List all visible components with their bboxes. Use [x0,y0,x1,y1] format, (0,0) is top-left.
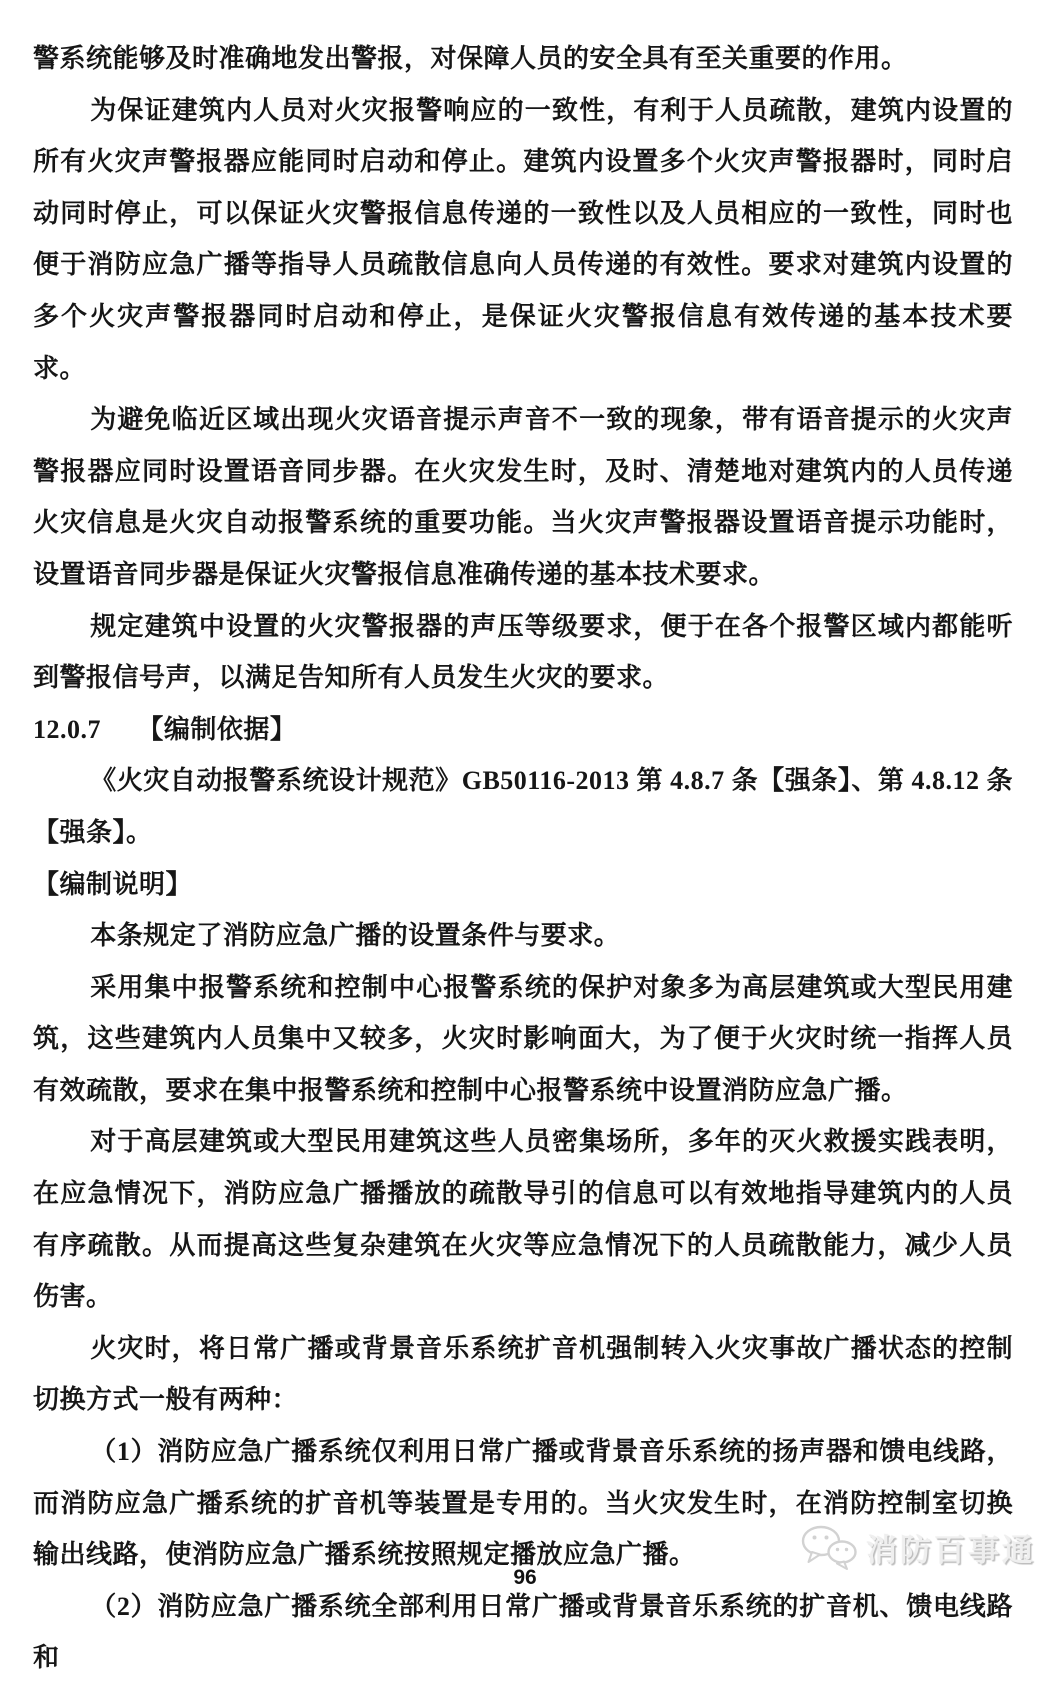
paragraph: 火灾时，将日常广播或背景音乐系统扩音机强制转入火灾事故广播状态的控制切换方式一般有两种： [33,1333,1013,1415]
paragraph: 规定建筑中设置的火灾警报器的声压等级要求，便于在各个报警区域内都能听到警报信号声，以满足告知所有人员发生火灾的要求。 [33,611,1013,693]
section-heading [33,704,1013,756]
paragraph: 为避免临近区域出现火灾语音提示声音不一致的现象，带有语音提示的火灾声警报器应同时设置语音同步器。在火灾发生时，及时、清楚地对建筑内的人员传递火灾信息是火灾自动报警系统的重要功能。当火灾声警报器设置语音提示功能时，设置语音同步器是保证火灾警报信息准确传递的基本技术要求。 [33,405,1013,589]
section-number: 12.0.7 [33,714,101,744]
paragraph-continuation: 警系统能够及时准确地发出警报，对保障人员的安全具有至关重要的作用。 [33,44,908,73]
watermark-text: 消防百事通 [866,1532,1036,1568]
page-number: 96 [513,1566,537,1589]
paragraph-reference: 《火灾自动报警系统设计规范》GB50116-2013 第 4.8.7 条【强条】、第 4.8.12 条【强条】。 [33,766,1013,847]
watermark [800,1524,1036,1570]
paragraph-list-item-2: （2）消防应急广播系统全部利用日常广播或背景音乐系统的扩音机、馈电线路和 [33,1591,1013,1673]
wechat-icon [800,1524,858,1570]
paragraph: 对于高层建筑或大型民用建筑这些人员密集场所，多年的灭火救援实践表明，在应急情况下，消防应急广播播放的疏散导引的信息可以有效地指导建筑内的人员有序疏散。从而提高这些复杂建筑在火灾等应急情况下的人员疏散能力，减少人员伤害。 [33,1127,1013,1312]
subsection-heading: 【编制说明】 [33,869,193,899]
section-heading-title: 【编制依据】 [137,714,297,744]
paragraph: 本条规定了消防应急广播的设置条件与要求。 [90,921,621,951]
document-body [33,33,1013,1684]
paragraph: 为保证建筑内人员对火灾报警响应的一致性，有利于人员疏散，建筑内设置的所有火灾声警报器应能同时启动和停止。建筑内设置多个火灾声警报器时，同时启动同时停止，可以保证火灾警报信息传递的一致性以及人员相应的一致性，同时也便于消防应急广播等指导人员疏散信息向人员传递的有效性。要求对建筑内设置的多个火灾声警报器同时启动和停止，是保证火灾警报信息有效传递的基本技术要求。 [33,95,1013,383]
paragraph-list-item-1: （1）消防应急广播系统仅利用日常广播或背景音乐系统的扬声器和馈电线路，而消防应急广播系统的扩音机等装置是专用的。当火灾发生时，在消防控制室切换输出线路，使消防应急广播系统按照规定播放应急广播。 [33,1437,1013,1570]
paragraph: 采用集中报警系统和控制中心报警系统的保护对象多为高层建筑或大型民用建筑，这些建筑内人员集中又较多，火灾时影响面大，为了便于火灾时统一指挥人员有效疏散，要求在集中报警系统和控制中心报警系统中设置消防应急广播。 [33,972,1013,1105]
